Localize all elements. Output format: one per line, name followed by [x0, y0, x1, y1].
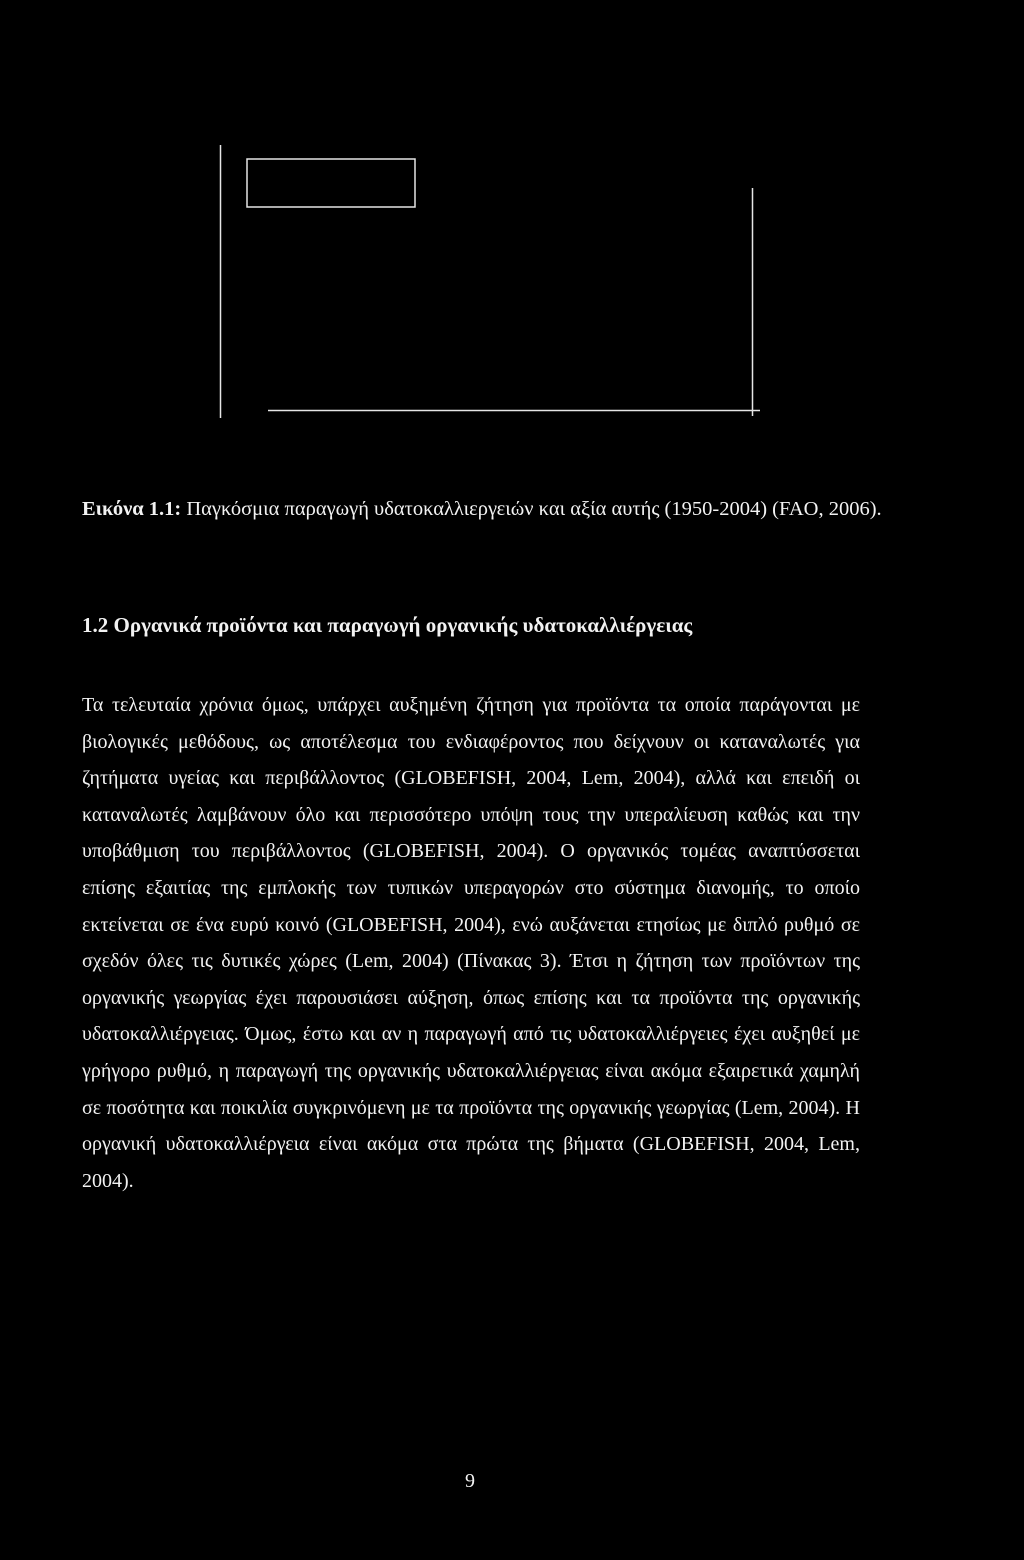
figure-frame-lines: [0, 0, 1024, 450]
section-heading: 1.2 Οργανικά προϊόντα και παραγωγή οργανικής υδατοκαλλιέργειας: [82, 613, 693, 637]
figure-caption-text: Παγκόσμια παραγωγή υδατοκαλλιεργειών και αξία αυτής (1950-2004) (FAO, 2006).: [181, 498, 882, 520]
body-paragraph: Τα τελευταία χρόνια όμως, υπάρχει αυξημένη ζήτηση για προϊόντα τα οποία παράγονται με βιολογικές μεθόδους, ως αποτέλεσμα του ενδιαφέροντος που δείχνουν οι καταναλωτές για ζητήματα υγείας και περιβάλλοντος (GLOBEFISH, 2004, Lem, 2004), αλλά και επειδή οι καταναλωτές λαμβάνουν όλο και περισσότερο υπόψη τους την υπεραλίευση καθώς και την υποβάθμιση του περιβάλλοντος (GLOBEFISH, 2004). Ο οργανικός τομέας αναπτύσσεται επίσης εξαιτίας της εμπλοκής των τυπικών υπεραγορών στο σύστημα διανομής, το οποίο εκτείνεται σε ένα ευρύ κοινό (GLOBEFISH, 2004), ενώ αυξάνεται ετησίως με διπλό ρυθμό σε σχεδόν όλες τις δυτικές χώρες (Lem, 2004) (Πίνακας 3). Έτσι η ζήτηση των προϊόντων της οργανικής γεωργίας έχει παρουσιάσει αύξηση, όπως επίσης και τα προϊόντα της οργανικής υδατοκαλλιέργειας. Όμως, έστω και αν η παραγωγή από τις υδατοκαλλιέργειες έχει αυξηθεί με γρήγορο ρυθμό, η παραγωγή της οργανικής υδατοκαλλιέργειας είναι ακόμα εξαιρετικά χαμηλή σε ποσότητα και ποικιλία συγκρινόμενη με τα προϊόντα της οργανικής γεωργίας (Lem, 2004). Η οργανική υδατοκαλλιέργεια είναι ακόμα στα πρώτα της βήματα (GLOBEFISH, 2004, Lem, 2004).: [82, 694, 860, 1192]
figure-legend-box: [247, 159, 415, 207]
figure-caption-label: Εικόνα 1.1:: [82, 498, 182, 520]
figure-caption: [82, 492, 942, 526]
page-number: 9: [465, 1470, 475, 1492]
figure-placeholder: [0, 0, 1024, 450]
